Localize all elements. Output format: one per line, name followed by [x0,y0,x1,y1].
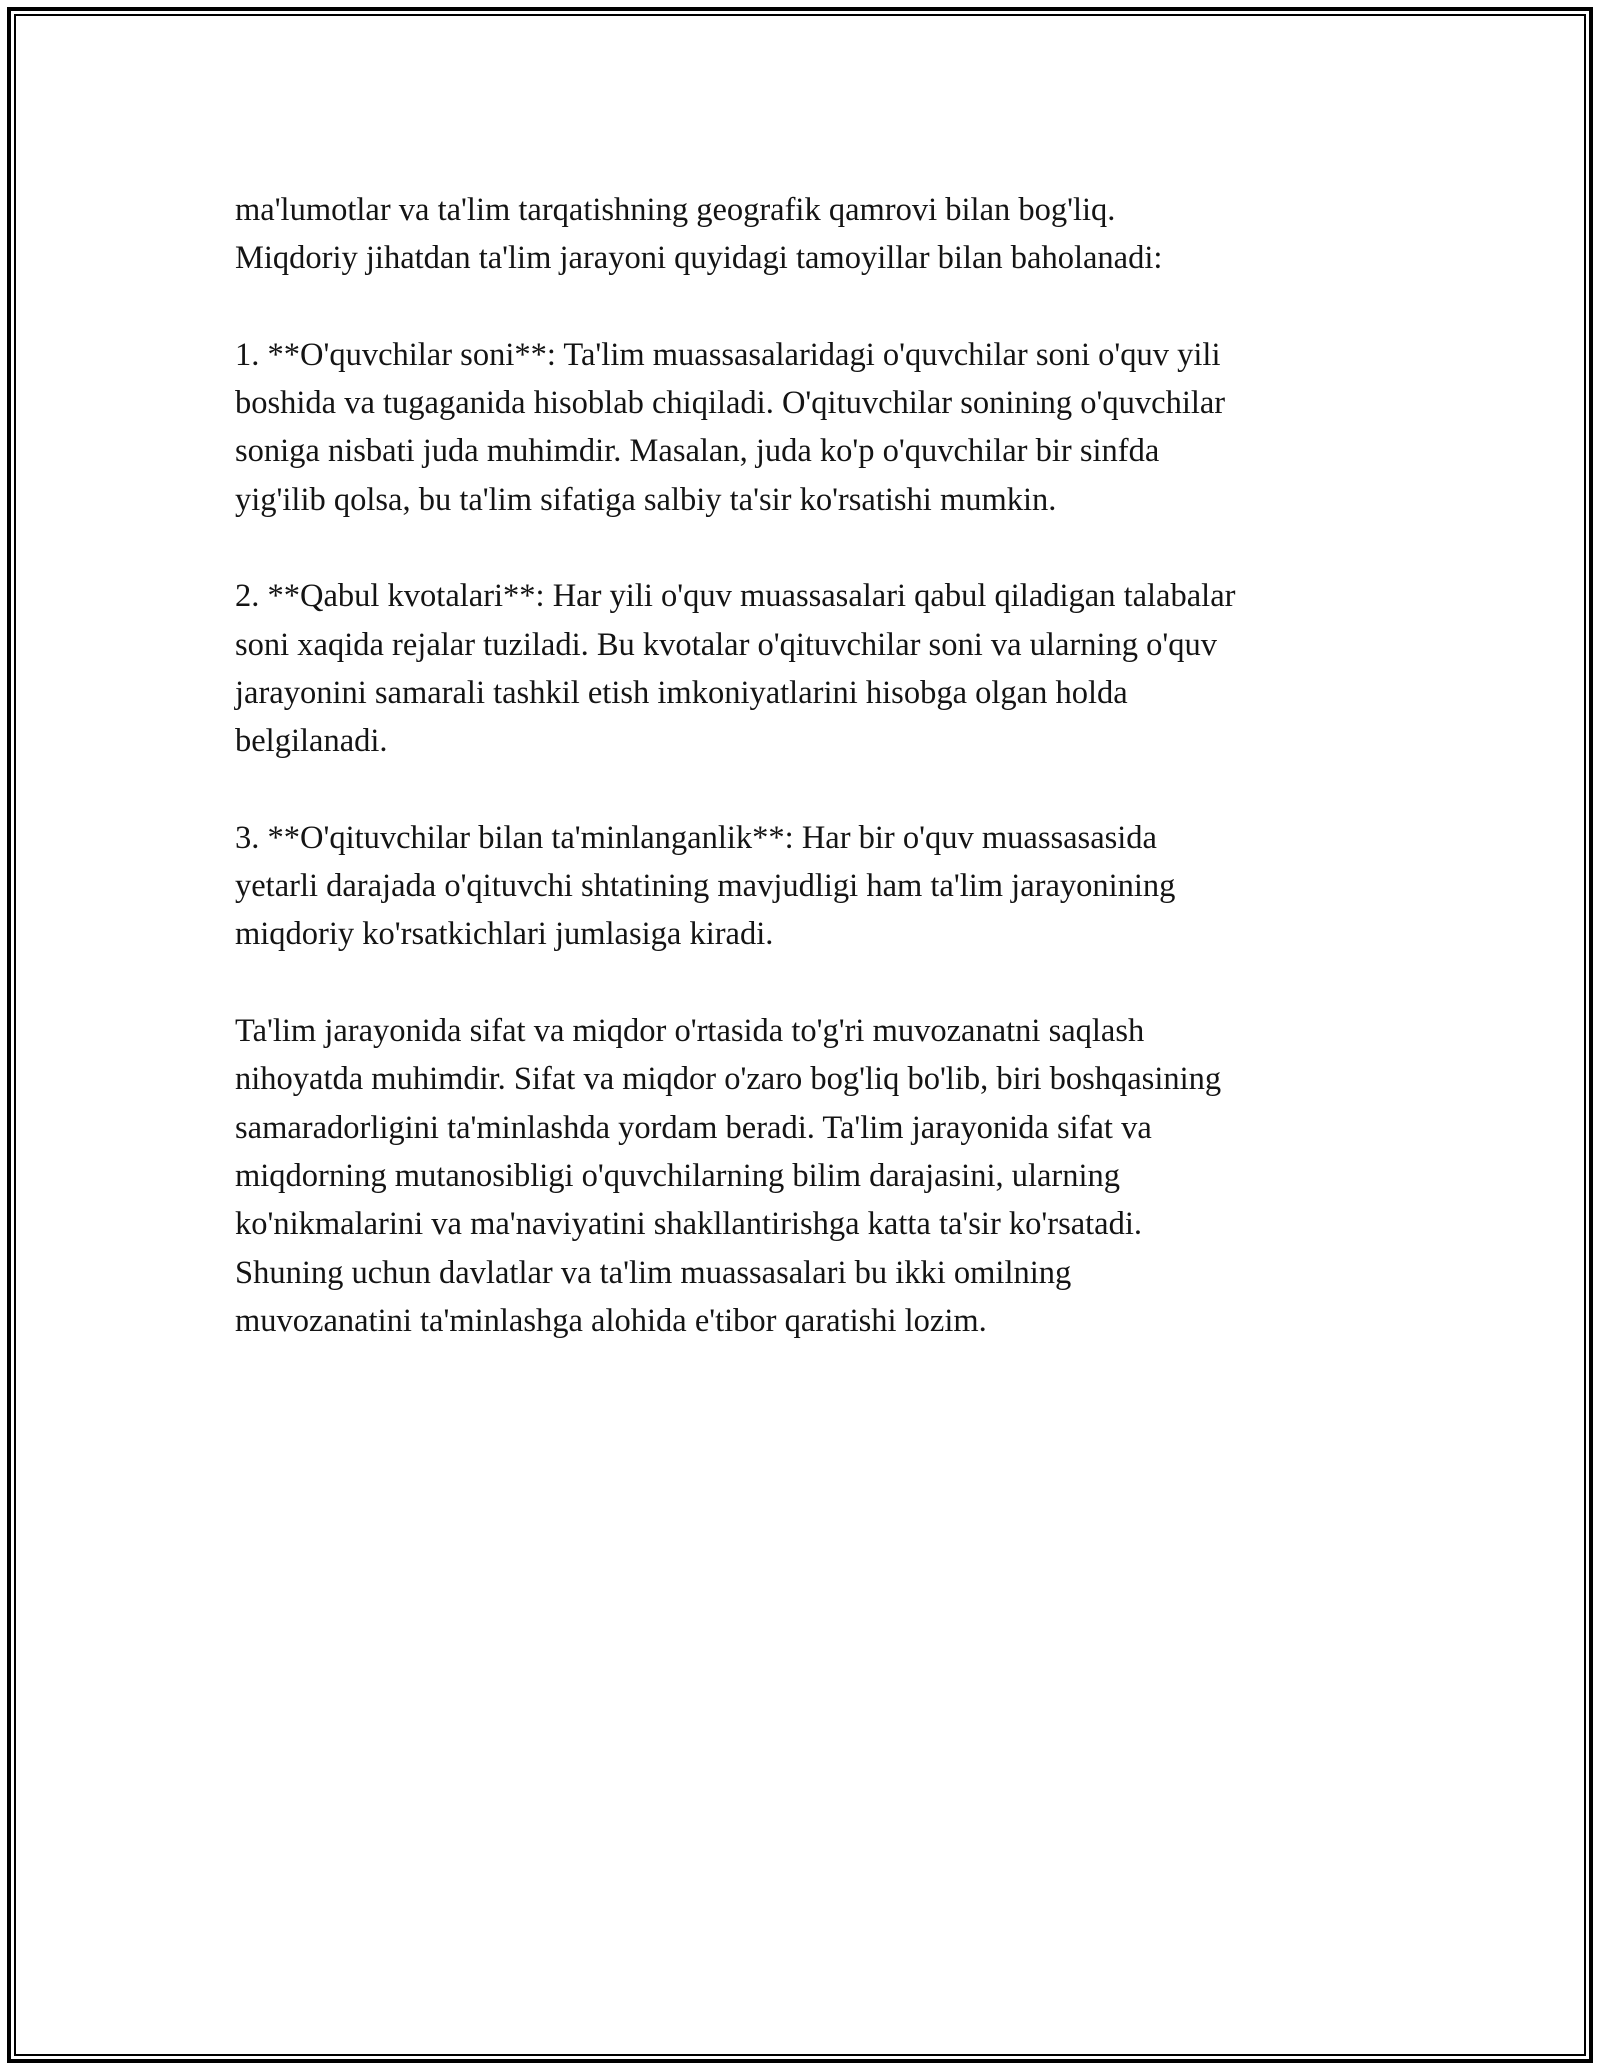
text-line: yetarli darajada o'qituvchi shtatining mavjudligi ham ta'lim jarayonining [235,868,1176,905]
text-line: jarayonini samarali tashkil etish imkoniyatlarini hisobga olgan holda [235,674,1128,711]
text-line: muvozanatini ta'minlashga alohida e'tibor qaratishi lozim. [235,1302,987,1339]
paragraph-conclusion [235,1007,1395,1345]
text-line: 1. **O'quvchilar soni**: Ta'lim muassasalaridagi o'quvchilar soni o'quv yili [235,336,1221,373]
text-line: 2. **Qabul kvotalari**: Har yili o'quv muassasalari qabul qiladigan talabalar [235,578,1236,615]
paragraph-intro [235,186,1395,283]
text-line: soniga nisbati juda muhimdir. Masalan, juda ko'p o'quvchilar bir sinfda [235,433,1160,470]
paragraph-item-3 [235,814,1395,959]
text-line: samaradorligini ta'minlashda yordam beradi. Ta'lim jarayonida sifat va [235,1109,1152,1146]
text-line: nihoyatda muhimdir. Sifat va miqdor o'zaro bog'liq bo'lib, biri boshqasining [235,1061,1222,1098]
text-line: 3. **O'qituvchilar bilan ta'minlanganlik**: Har bir o'quv muassasasida [235,819,1157,856]
text-line: Ta'lim jarayonida sifat va miqdor o'rtasida to'g'ri muvozanatni saqlash [235,1013,1145,1050]
text-line: belgilanadi. [235,723,388,760]
document-body [235,186,1395,1345]
text-line: ma'lumotlar va ta'lim tarqatishning geografik qamrovi bilan bog'liq. [235,192,1116,228]
text-line: Shuning uchun davlatlar va ta'lim muassasalari bu ikki omilning [235,1254,1072,1291]
text-line: miqdoriy ko'rsatkichlari jumlasiga kiradi. [235,916,774,953]
text-line: Miqdoriy jihatdan ta'lim jarayoni quyidagi tamoyillar bilan baholanadi: [235,240,1163,277]
text-line: miqdorning mutanosibligi o'quvchilarning bilim darajasini, ularning [235,1157,1121,1194]
text-line: soni xaqida rejalar tuziladi. Bu kvotalar o'qituvchilar soni va ularning o'quv [235,626,1217,663]
text-line: ko'nikmalarini va ma'naviyatini shakllantirishga katta ta'sir ko'rsatadi. [235,1206,1143,1243]
text-line: yig'ilib qolsa, bu ta'lim sifatiga salbiy ta'sir ko'rsatishi mumkin. [235,481,1057,518]
paragraph-item-2 [235,572,1395,765]
paragraph-item-1 [235,331,1395,524]
text-line: boshida va tugaganida hisoblab chiqiladi. O'qituvchilar sonining o'quvchilar [235,385,1226,422]
